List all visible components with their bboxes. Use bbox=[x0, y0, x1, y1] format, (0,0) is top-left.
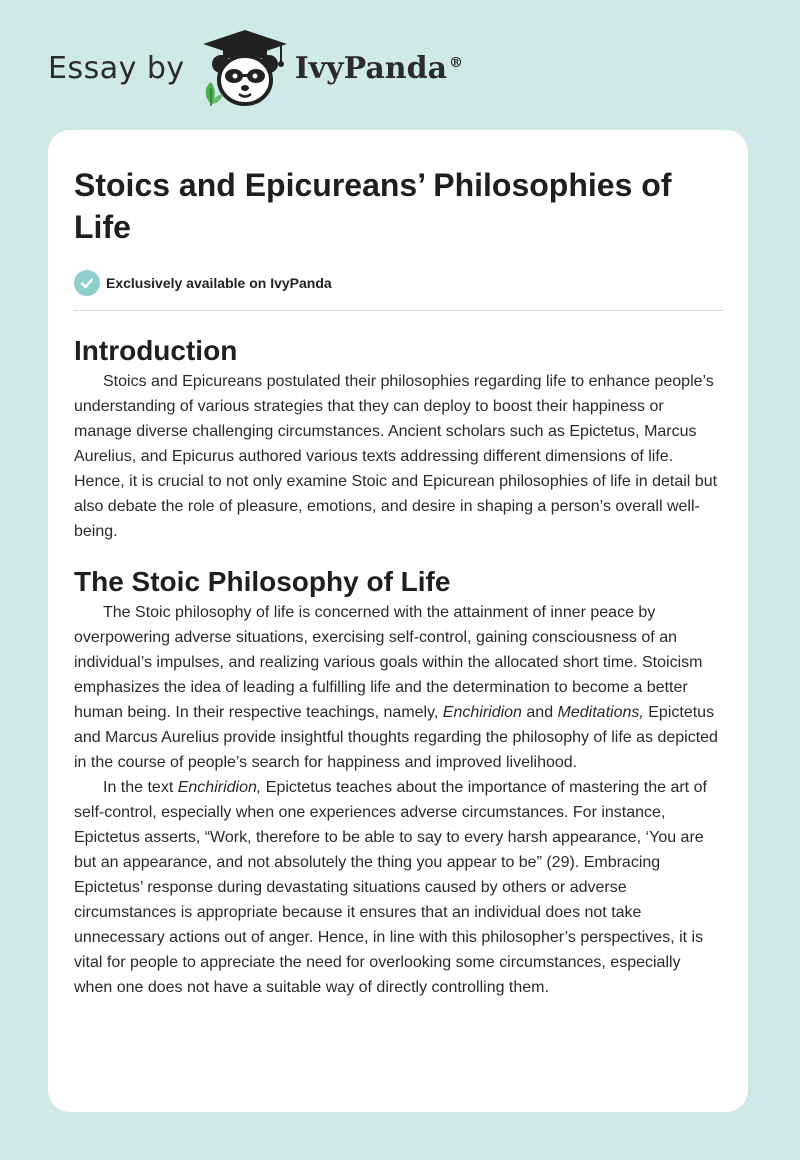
section-heading-introduction: Introduction bbox=[74, 335, 238, 366]
book-title-enchiridion: Enchiridion bbox=[442, 704, 522, 721]
book-title-meditations: Meditations, bbox=[557, 704, 644, 721]
stoic-paragraph-2: In the text Enchiridion, Epictetus teaches about the importance of mastering the art of self-control, especially when one experiences adverse circumstances. For instance, Epictetus asserts, “Work, therefore to be able to say to every harsh appearance, ‘You are but an appearance, and not absolutely the thing you appear to be” (29). Embracing Epictetus’ response during devastating situations caused by others or adverse circumstances is appropriate because it ensures that an individual does not take unnecessary actions out of anger. Hence, in line with this philosopher’s perspectives, it is vital for people to appreciate the need for overlooking some circumstances, especially when one does not have a suitable way of directly controlling them. bbox=[74, 779, 707, 996]
site-header bbox=[48, 28, 463, 108]
brand-name: IvyPanda ® bbox=[294, 50, 464, 86]
registered-mark: ® bbox=[449, 54, 464, 71]
panda-graduate-icon bbox=[199, 28, 291, 108]
essay-by-label: Essay by bbox=[48, 50, 185, 86]
section-heading-stoic: The Stoic Philosophy of Life bbox=[74, 566, 451, 597]
article-title: Stoics and Epicureans’ Philosophies of Life bbox=[74, 167, 672, 245]
article-card bbox=[48, 130, 748, 1112]
article-content bbox=[74, 164, 723, 1000]
exclusive-badge-label: Exclusively available on IvyPanda bbox=[106, 275, 332, 291]
exclusive-badge bbox=[74, 270, 723, 296]
book-title-enchiridion: Enchiridion, bbox=[177, 779, 262, 796]
title-divider bbox=[74, 310, 723, 311]
intro-paragraph: Stoics and Epicureans postulated their philosophies regarding life to enhance people’s understanding of various strategies that they can deploy to boost their happiness or manage diverse challenging circumstances. Ancient scholars such as Epictetus, Marcus Aurelius, and Epicurus authored various texts addressing different dimensions of life. Hence, it is crucial to not only examine Stoic and Epicurean philosophies of life in detail but also debate the role of pleasure, emotions, and desire in shaping a person’s overall well-being. bbox=[74, 373, 718, 540]
stoic-paragraph-1: The Stoic philosophy of life is concerned with the attainment of inner peace by overpowering adverse situations, exercising self-control, gaining consciousness of an individual’s impulses, and realizing various goals within the allocated short time. Stoicism emphasizes the idea of leading a fulfilling life and the determination to become a better human being. In their respective teachings, namely, Enchiridion and Meditations, Epictetus and Marcus Aurelius provide insightful thoughts regarding the philosophy of life as depicted in the course of people’s search for happiness and improved livelihood. bbox=[74, 604, 718, 771]
check-circle-icon bbox=[74, 270, 100, 296]
